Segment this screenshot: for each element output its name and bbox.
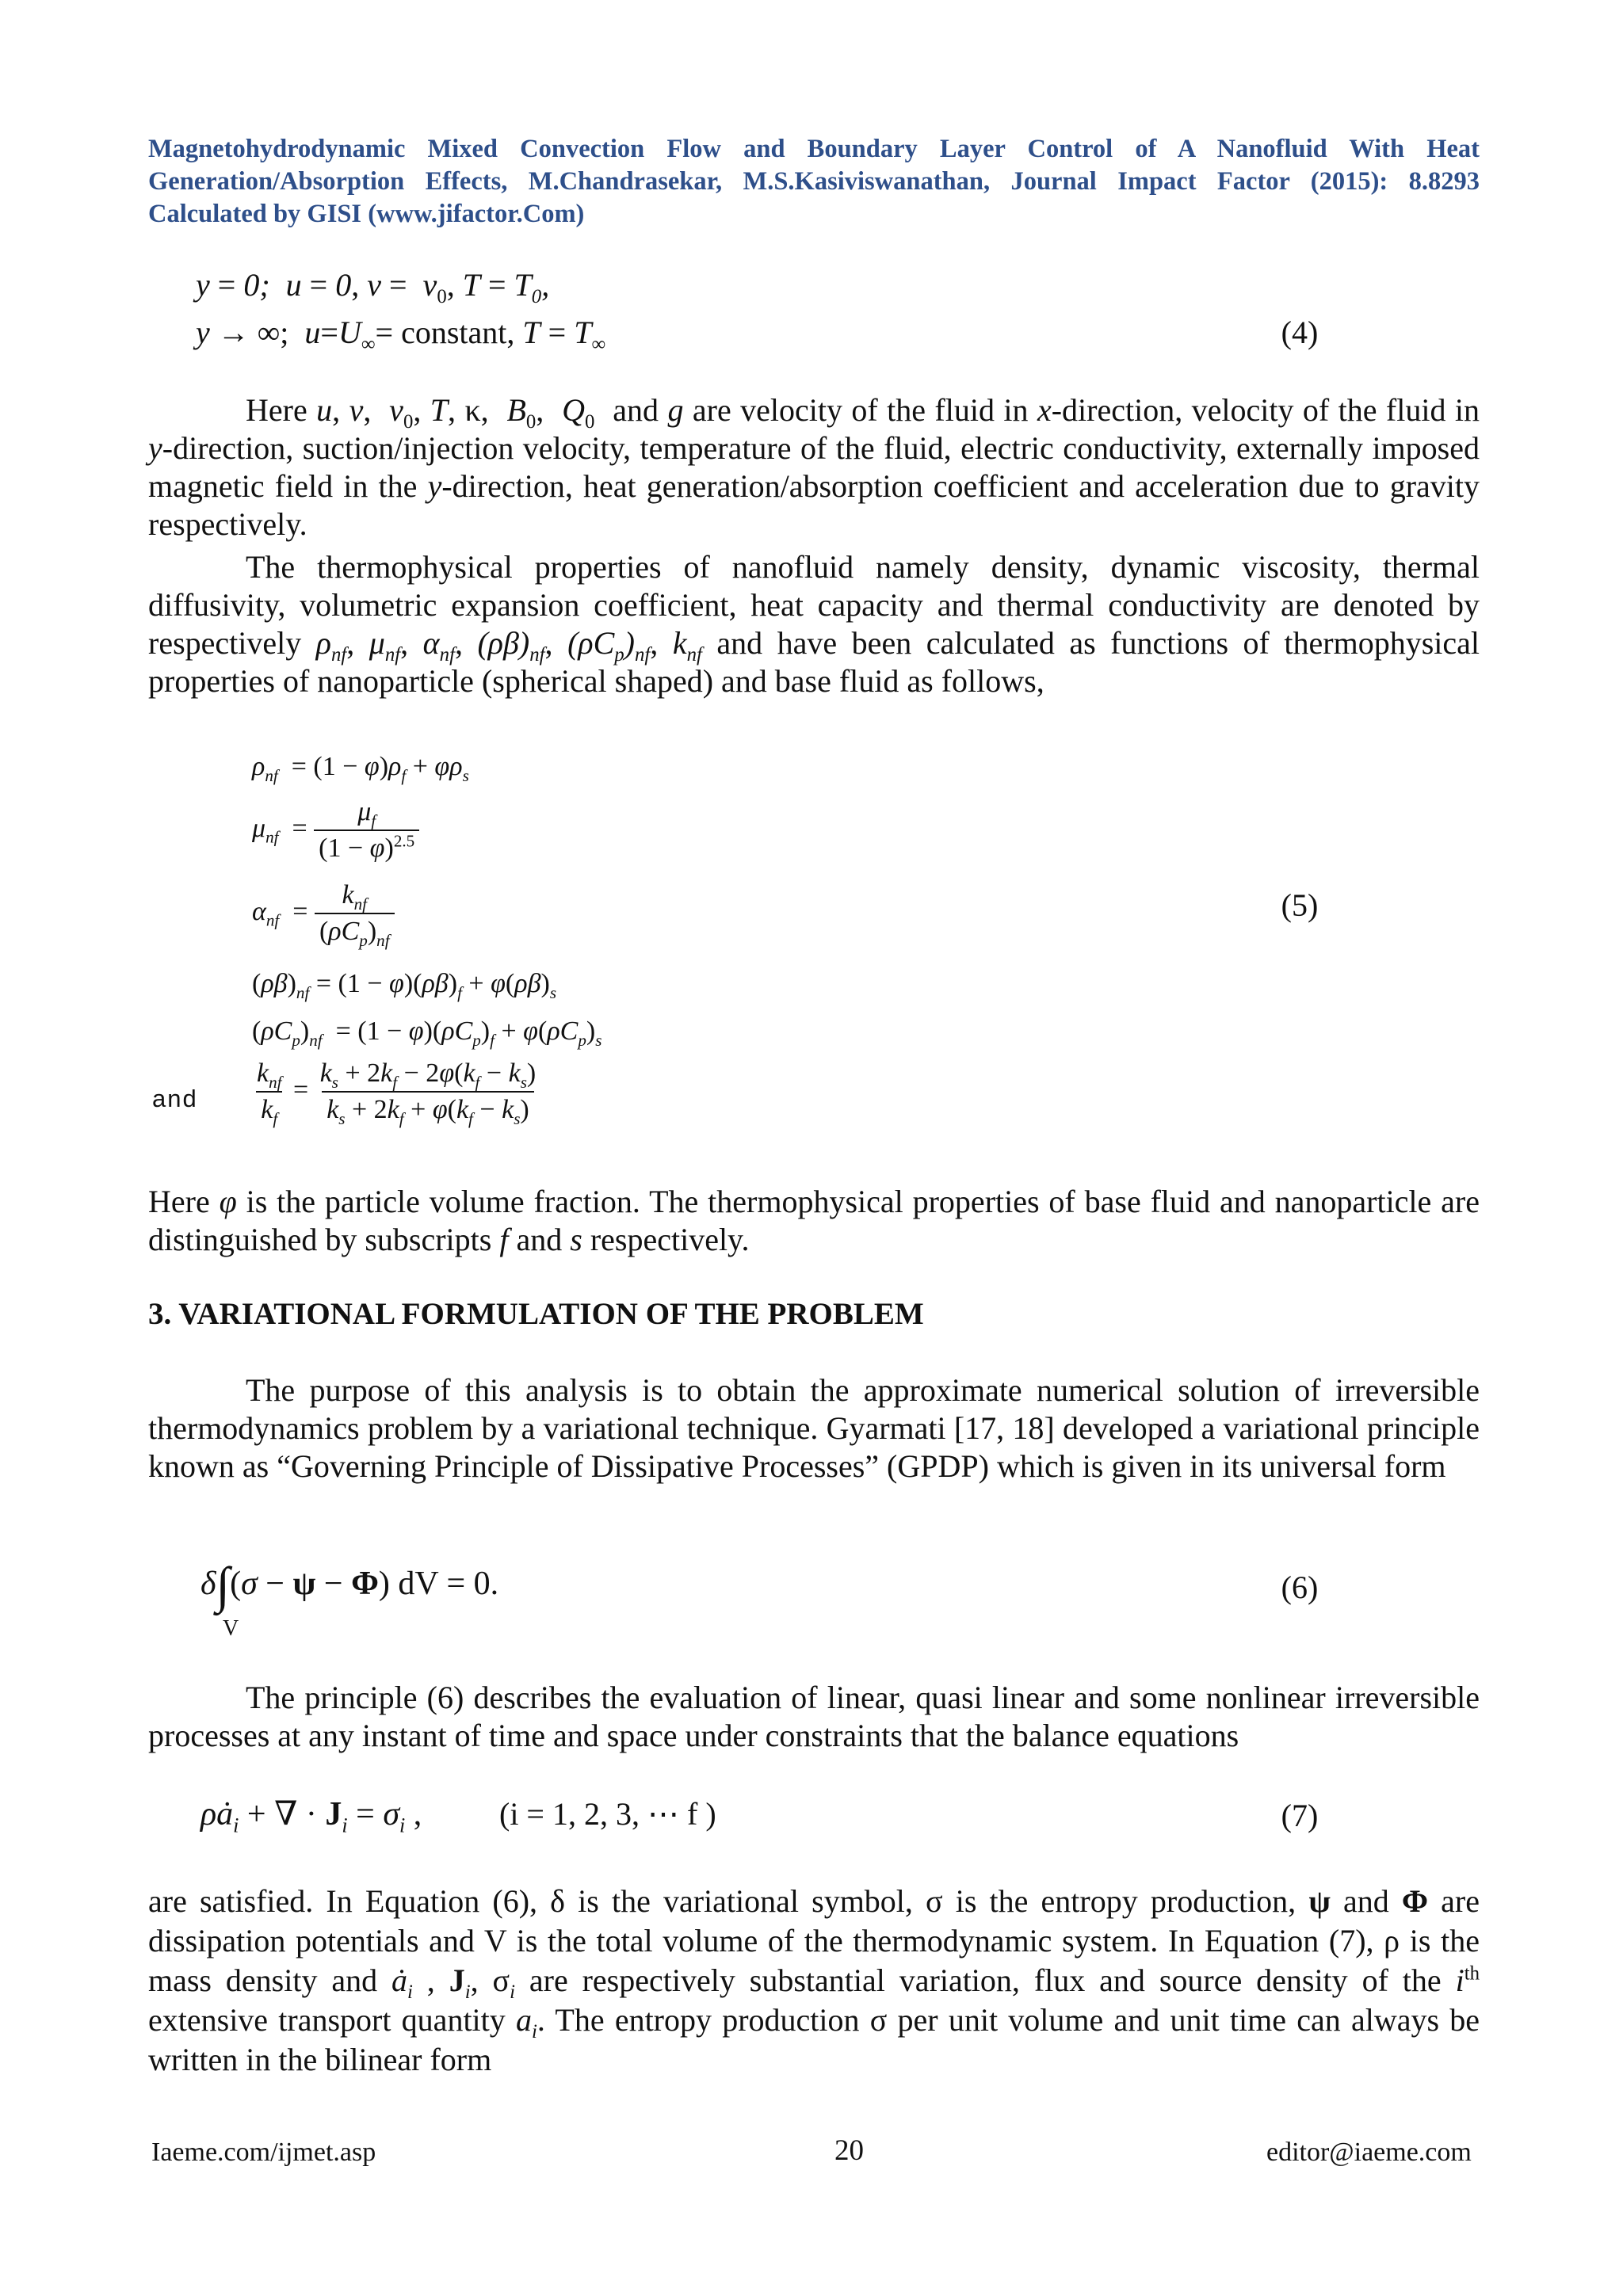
eq5-viscosity: $\mu_{nf}$ = $\frac{\mu_f}{(1 - \varphi)^{2.5}}$ bbox=[252, 796, 419, 864]
boundary-condition-1: y = 0; u = 0, $v = v_0$, $T = T_0$, bbox=[196, 267, 550, 307]
eq5-expansion: $(\rho\beta)_{nf} = (1 - \varphi)(\rho\beta)_f + \varphi(\rho\beta)_s$ bbox=[252, 969, 557, 1002]
section-heading: 3. VARIATIONAL FORMULATION OF THE PROBLEM bbox=[148, 1297, 924, 1331]
paragraph-volume-fraction: Here φ is the particle volume fraction. The thermophysical properties of base fluid and nanoparticle are distinguished by subscripts f and s respectively. bbox=[148, 1184, 1480, 1257]
paragraph-purpose: The purpose of this analysis is to obtain the approximate numerical solution of irreversible thermodynamics problem by a variational technique. Gyarmati [17, 18] developed a variational principle known as “Governing Principle of Dissipative Processes” (GPDP) which is given in its universal form bbox=[148, 1372, 1480, 1484]
paragraph-thermophysical: The thermophysical properties of nanofluid namely density, dynamic viscosity, thermal diffusivity, volumetric expansion coefficient, heat capacity and thermal conductivity are denoted by respectively $\rho_{nf}$, $\mu_{nf}$, $\alpha_{nf}$, $(\rho\beta)_{nf}$, $(\rho C_p)_{nf}$, $k_{nf}$ and have been calculated as functions of thermophysical properties of nanoparticle (spherical shaped) and base fluid as follows, bbox=[148, 549, 1480, 699]
equation-number-5: (5) bbox=[1281, 887, 1319, 923]
paragraph-variables: Here u, v, $v_0$, T, κ, $B_0$, $Q_0$ and g are velocity of the fluid in x-direction, velocity of the fluid in y-direction, suction/injection velocity, temperature of the fluid, electric conductivity, externally imposed magnetic field in the y-direction, heat generation/absorption coefficient and acceleration due to gravity respectively. bbox=[148, 392, 1480, 542]
integral-domain-v: V bbox=[223, 1616, 239, 1641]
eq5-and-label: and bbox=[152, 1085, 198, 1112]
page-number: 20 bbox=[834, 2134, 864, 2167]
equation-7: $\rho ȧ_i$ + ∇ · $J_i = \sigma_i$ , bbox=[200, 1796, 422, 1837]
eq5-diffusivity: $\alpha_{nf}$ = $\frac{k_{nf}}{(\rho C_p)_{nf}}$ bbox=[252, 879, 395, 948]
equation-number-4: (4) bbox=[1281, 315, 1319, 350]
eq5-density: $\rho_{nf} = (1 - \varphi)\rho_f + \varphi\rho_s$ bbox=[252, 752, 469, 785]
paragraph-entropy: are satisfied. In Equation (6), δ is the variational symbol, σ is the entropy production, ψ and Φ are dissipation potentials and V is the total volume of the thermodynamic system. In Equation (7), ρ is the mass density and $ȧ_i$ , $J_i$, $\sigma_i$ are respectively substantial variation, flux and source density of the $i^{th}$ extensive transport quantity $a_i$. The entropy production σ per unit volume and unit time can always be written in the bilinear form bbox=[148, 1883, 1480, 2077]
eq5-conductivity: $\frac{k_{nf}}{k_f}$ = $\frac{k_s + 2k_f - 2\varphi(k_f - k_s)}{k_s + 2k_f + \varphi(k_f - k_s)}$ bbox=[257, 1058, 537, 1128]
eq5-heat-capacity: $(\rho C_p)_{nf} = (1 - \varphi)(\rho C_p)_f + \varphi(\rho C_p)_s$ bbox=[252, 1016, 602, 1050]
running-header: Magnetohydrodynamic Mixed Convection Flow and Boundary Layer Control of A Nanofluid With Heat Generation/Absorption Effects, M.Chandrasekar, M.S.Kasiviswanathan, Journal Impact Factor (2015): 8.8293 Calculated by GISI (www.jifactor.Com) bbox=[148, 135, 1480, 228]
footer-website: Iaeme.com/ijmet.asp bbox=[151, 2138, 376, 2167]
equation-number-7: (7) bbox=[1281, 1798, 1319, 1833]
equation-7-range: (i = 1, 2, 3, ⋯ f ) bbox=[499, 1796, 716, 1832]
equation-number-6: (6) bbox=[1281, 1569, 1319, 1605]
footer-email: editor@iaeme.com bbox=[1266, 2138, 1472, 2167]
boundary-condition-2: y → ∞; $u=U_\infty=$ constant, $T = T_\infty$ bbox=[196, 315, 606, 355]
paragraph-principle: The principle (6) describes the evaluation of linear, quasi linear and some nonlinear irreversible processes at any instant of time and space under constraints that the balance equations bbox=[148, 1680, 1480, 1753]
equation-6: δ∫(σ − ψ − Φ) dV = 0. bbox=[200, 1557, 499, 1613]
